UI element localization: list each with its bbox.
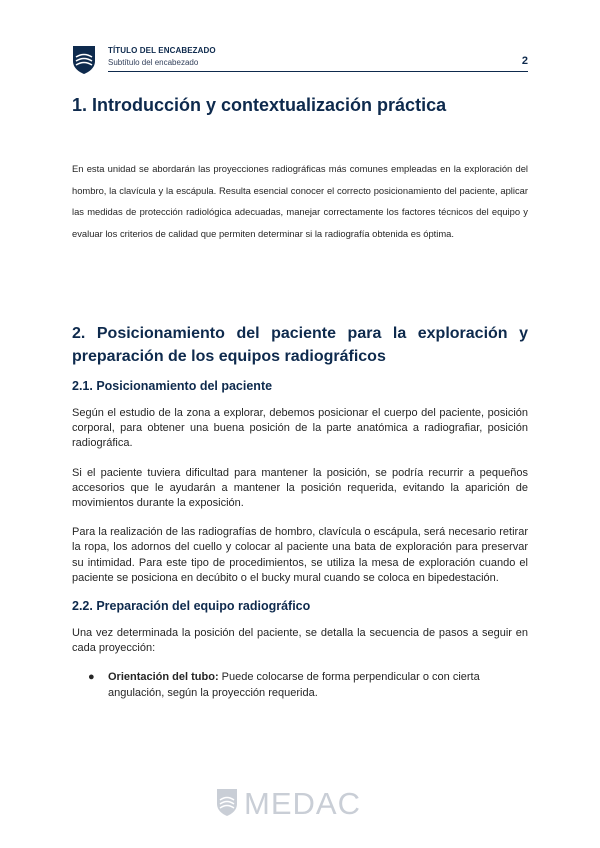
paragraph: Si el paciente tuviera dificultad para mantener la posición, se podría recurrir a pequeños accesorios que le ayudarán a mantener la posición requerida, evitando la aparición de movimientos durante la exposición. (72, 466, 528, 510)
footer-logo (216, 786, 376, 820)
section-2-heading: 2. Posicionamiento del paciente para la exploración y preparación de los equipos radiográficos (72, 325, 528, 365)
header-title: TÍTULO DEL ENCABEZADO (108, 46, 216, 55)
medac-shield-icon (216, 788, 238, 816)
footer-logo-text: MEDAC (244, 786, 361, 821)
bullet-icon: ● (88, 671, 95, 684)
medac-shield-logo (72, 44, 96, 74)
section-1-heading: 1. Introducción y contextualización práctica (72, 95, 447, 115)
paragraph: Para la realización de las radiografías de hombro, clavícula o escápula, será necesario retirar la ropa, los adornos del cuello y colocar al paciente una bata de exploración para preservar su intimidad. Para este tipo de procedimientos, se utiliza la mesa de exploración cuando el paciente se posiciona en decúbito o el bucky mural cuando se coloca en bipedestación. (72, 526, 528, 584)
page-header (72, 44, 528, 74)
list-item-text: Puede colocarse de forma perpendicular o con cierta angulación, según la proyección requerida. (108, 671, 480, 699)
list-item (72, 670, 528, 700)
paragraph: Según el estudio de la zona a explorar, debemos posicionar el cuerpo del paciente, posición corporal, para obtener una buena posición de la parte anatómica a radiografiar, posición radiográfica. (72, 407, 528, 450)
header-subtitle: Subtítulo del encabezado (108, 58, 199, 67)
paragraph: Una vez determinada la posición del paciente, se detalla la secuencia de pasos a seguir en cada proyección: (72, 627, 528, 655)
header-divider (108, 71, 528, 72)
section-1-paragraph: En esta unidad se abordarán las proyecciones radiográficas más comunes empleadas en la exploración del hombro, la clavícula y la escápula. Resulta esencial conocer el correcto posicionamiento del paciente, aplicar las medidas de protección radiológica adecuadas, manejar correctamente los factores técnicos del equipo y evaluar los criterios de calidad que permiten determinar si la radiografía obtenida es óptima. (72, 163, 528, 239)
bullet-list (72, 670, 528, 700)
list-item-label: Orientación del tubo: (108, 671, 219, 684)
subsection-2-1-heading: 2.1. Posicionamiento del paciente (72, 379, 273, 393)
page-number: 2 (521, 55, 528, 67)
subsection-2-2-heading: 2.2. Preparación del equipo radiográfico (72, 599, 311, 614)
page-content (72, 94, 528, 701)
